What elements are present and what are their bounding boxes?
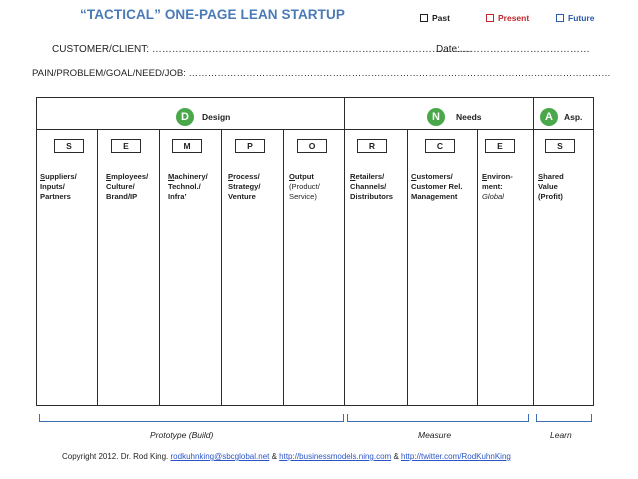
design-badge: D <box>176 108 194 126</box>
column-letter: S <box>54 139 84 153</box>
column-divider <box>159 129 160 405</box>
column-description: Customers/ Customer Rel. Management <box>411 172 463 201</box>
column-letter: P <box>235 139 265 153</box>
legend-past-label: Past <box>432 13 450 23</box>
date-line: Date:………………………………… <box>436 44 590 55</box>
prototype-label: Prototype (Build) <box>150 430 214 440</box>
ning-link[interactable]: http://businessmodels.ning.com <box>279 452 392 461</box>
column-description: Employees/ Culture/ Brand/IP <box>106 172 149 201</box>
column-letter: C <box>425 139 455 153</box>
column-description: Output (Product/ Service) <box>289 172 320 201</box>
column-divider <box>97 129 98 405</box>
column-letter: E <box>485 139 515 153</box>
header-divider <box>37 129 593 130</box>
separator: & <box>391 452 401 461</box>
column-divider <box>477 129 478 405</box>
needs-badge: N <box>427 108 445 126</box>
column-divider <box>283 129 284 405</box>
learn-label: Learn <box>550 430 572 440</box>
column-letter: O <box>297 139 327 153</box>
design-needs-divider <box>344 98 345 405</box>
legend-past <box>420 13 450 23</box>
needs-asp-divider <box>533 98 534 405</box>
customer-client-line: CUSTOMER/CLIENT: …………………………………………………………………………………… <box>52 44 472 55</box>
legend-present-label: Present <box>498 13 530 23</box>
column-description: Retailers/ Channels/ Distributors <box>350 172 394 201</box>
asp-badge: A <box>540 108 558 126</box>
learn-bracket <box>536 414 592 422</box>
separator: & <box>269 452 280 461</box>
column-letter: E <box>111 139 141 153</box>
page-title: “TACTICAL” ONE-PAGE LEAN STARTUP <box>80 7 345 22</box>
pain-problem-line: PAIN/PROBLEM/GOAL/NEED/JOB: …………………………………………………………………………………………………………………… <box>32 68 611 79</box>
column-letter: S <box>545 139 575 153</box>
column-divider <box>407 129 408 405</box>
legend-future-label: Future <box>568 13 595 23</box>
column-divider <box>221 129 222 405</box>
column-description: Machinery/ Technol./ Infra’ <box>168 172 208 201</box>
needs-label: Needs <box>456 112 482 122</box>
column-letter: M <box>172 139 202 153</box>
prototype-bracket <box>39 414 344 422</box>
email-link[interactable]: rodkuhnking@sbcglobal.net <box>170 452 270 461</box>
measure-bracket <box>347 414 529 422</box>
legend-future <box>556 13 594 23</box>
column-description: Environ- ment: Global <box>482 172 513 201</box>
checkbox-icon <box>556 14 564 22</box>
asp-label: Asp. <box>564 112 583 122</box>
twitter-link[interactable]: http://twitter.com/RodKuhnKing <box>401 452 511 461</box>
copyright-text: Copyright 2012. Dr. Rod King. <box>62 452 171 461</box>
legend-present <box>486 13 529 23</box>
measure-label: Measure <box>418 430 452 440</box>
column-description: Process/ Strategy/ Venture <box>228 172 261 201</box>
column-description: Suppliers/ Inputs/ Partners <box>40 172 77 201</box>
copyright-notice <box>62 452 511 461</box>
checkbox-icon <box>420 14 428 22</box>
column-description: Shared Value (Profit) <box>538 172 564 201</box>
design-label: Design <box>202 112 231 122</box>
checkbox-icon <box>486 14 494 22</box>
column-letter: R <box>357 139 387 153</box>
